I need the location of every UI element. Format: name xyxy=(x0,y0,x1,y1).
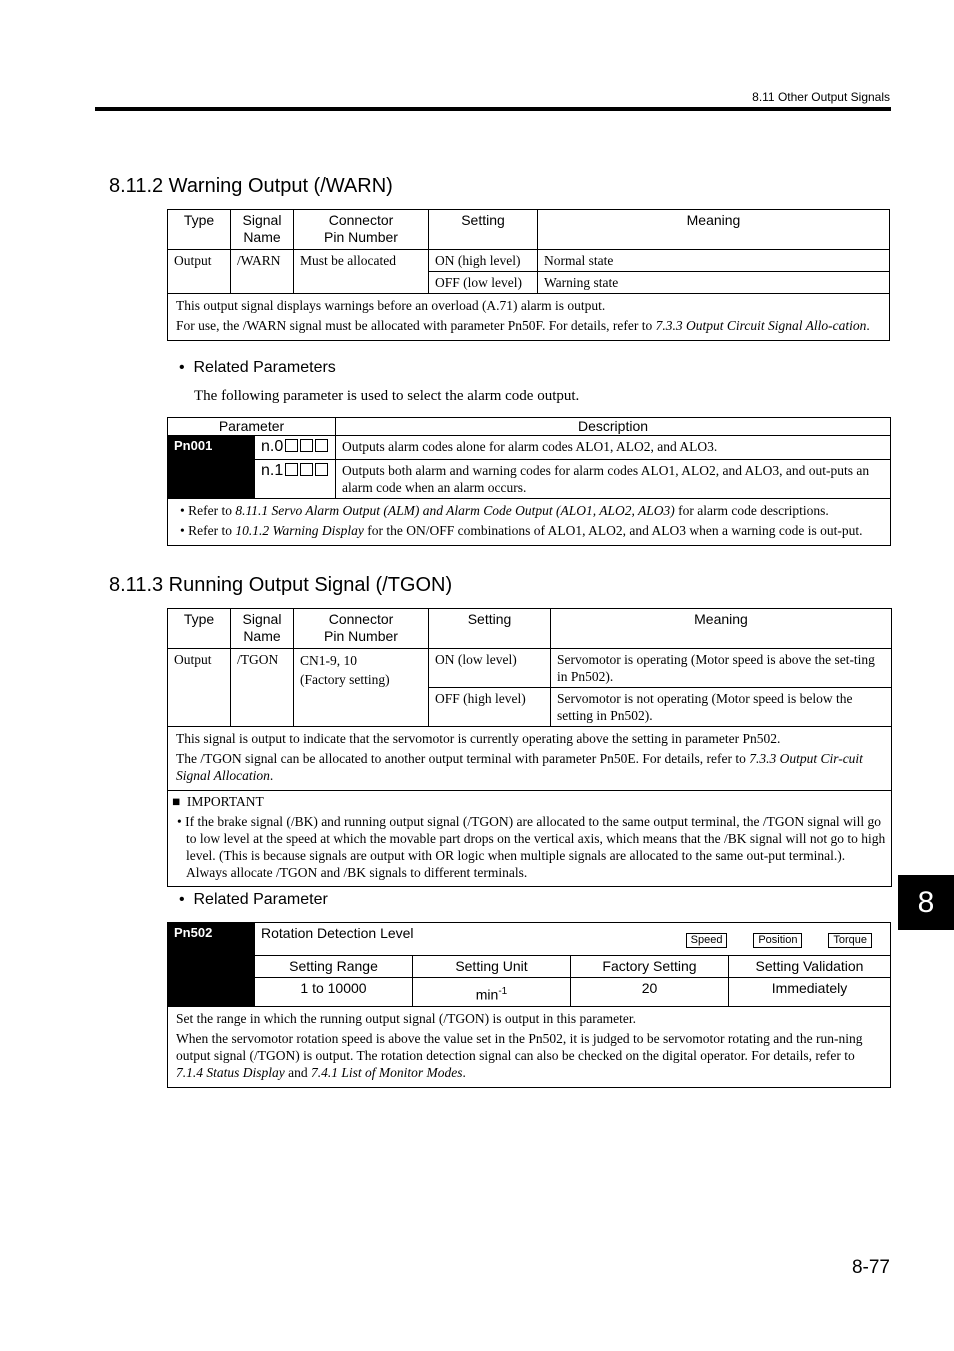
important-box xyxy=(168,791,892,887)
param-name-cell xyxy=(255,923,891,956)
col-meaning: Meaning xyxy=(551,609,892,649)
param-number: Pn001 xyxy=(168,436,255,499)
important-text: • If the brake signal (/BK) and running output signal (/TGON) are allocated to the same output terminal, the /TGON signal will go to low level at the speed at which the movable part drops on the vertical axis, which means that the /BK signal will not go to high level. (This is because signals are output with OR logic when multiple signals are allocated to the same out-put terminal.). Always allocate /TGON and /BK signals to different terminals. xyxy=(177,814,886,880)
setting-cell: ON (high level) xyxy=(429,250,538,272)
related-parameters-heading: • Related Parameters xyxy=(179,359,336,376)
param-description: Outputs alarm codes alone for alarm codes ALO1, ALO2, and ALO3. xyxy=(336,436,891,460)
col-setting: Setting xyxy=(429,609,551,649)
col-setting: Setting xyxy=(429,210,538,250)
pin-cell: Must be allocated xyxy=(294,250,429,294)
tgon-signal-table xyxy=(167,608,892,887)
type-cell: Output xyxy=(168,649,231,727)
param-description: Outputs both alarm and warning codes for alarm codes ALO1, ALO2, and ALO3, and out-puts an alarm code when an alarm occurs. xyxy=(336,460,891,499)
pn502-table xyxy=(167,922,891,1088)
reference-line: • Refer to 8.11.1 Servo Alarm Output (ALM) and Alarm Code Output (ALO1, ALO2, ALO3) for alarm code descriptions. xyxy=(180,503,829,518)
meaning-cell: Warning state xyxy=(538,272,890,294)
col-description: Description xyxy=(336,418,891,436)
setting-unit-value: $\min^{-1}$ xyxy=(413,978,571,1007)
reference-line: • Refer to 10.1.2 Warning Display for the ON/OFF combinations of ALO1, ALO2, and ALO3 when a warning code is out-put. xyxy=(180,523,863,538)
setting-cell: ON (low level) xyxy=(429,649,551,688)
intro-text: The following parameter is used to select the alarm code output. xyxy=(194,388,580,404)
cross-reference: 7.3.3 Output Cir-cuit Signal Allocation xyxy=(176,751,863,783)
warn-note xyxy=(168,294,890,341)
important-heading: ■ IMPORTANT xyxy=(172,794,264,809)
tgon-note xyxy=(168,727,892,791)
setting-cell: OFF (low level) xyxy=(429,272,538,294)
param-name: Rotation Detection Level xyxy=(261,925,414,941)
col-setting-unit: Setting Unit xyxy=(413,956,571,978)
position-tag: Position xyxy=(753,933,802,948)
setting-cell: OFF (high level) xyxy=(429,688,551,727)
related-parameter-heading: • Related Parameter xyxy=(179,891,328,908)
col-type: Type xyxy=(168,609,231,649)
param-code: n.1 xyxy=(255,460,336,499)
square-bullet-icon: ■ xyxy=(172,794,181,809)
note-line: This output signal displays warnings before an overload (A.71) alarm is output. xyxy=(176,298,606,313)
param-number: Pn502 xyxy=(168,923,255,1007)
signal-cell: /WARN xyxy=(231,250,294,294)
page-number: 8-77 xyxy=(851,1257,890,1278)
col-signal-name: Signal Name xyxy=(231,210,294,250)
note-line: This signal is output to indicate that the servomotor is currently operating above the setting in parameter Pn502. xyxy=(176,731,781,746)
chapter-tab: 8 xyxy=(898,875,954,930)
type-cell: Output xyxy=(168,250,231,294)
col-factory-setting: Factory Setting xyxy=(571,956,729,978)
section-title-warn: 8.11.2 Warning Output (/WARN) xyxy=(109,175,393,197)
speed-tag: Speed xyxy=(686,933,728,948)
col-setting-range: Setting Range xyxy=(255,956,413,978)
col-meaning: Meaning xyxy=(538,210,890,250)
meaning-cell: Servomotor is not operating (Motor speed is below the setting in Pn502). xyxy=(551,688,892,727)
section-title-tgon: 8.11.3 Running Output Signal (/TGON) xyxy=(109,574,453,596)
col-signal-name: Signal Name xyxy=(231,609,294,649)
setting-range-value: 1 to 10000 xyxy=(255,978,413,1007)
pin-cell: CN1-9, 10 (Factory setting) xyxy=(294,649,429,727)
note-line: The /TGON signal can be allocated to another output terminal with parameter Pn50E. For details, refer to 7.3.3 Output Cir-cuit Signal Allocation. xyxy=(176,751,863,783)
param-code: n.0 xyxy=(255,436,336,460)
meaning-cell: Servomotor is operating (Motor speed is above the set-ting in Pn502). xyxy=(551,649,892,688)
signal-cell: /TGON xyxy=(231,649,294,727)
desc-line: When the servomotor rotation speed is above the value set in the Pn502, it is judged to be servomotor rotating and the run-ning output signal (/TGON) is output. The rotation detection signal can also be checked on the digital operator. For details, refer to 7.1.4 Status Display and 7.4.1 List of Monitor Modes. xyxy=(176,1030,863,1080)
running-header: 8.11 Other Output Signals xyxy=(752,90,890,104)
desc-line: Set the range in which the running output signal (/TGON) is output in this parameter. xyxy=(176,1010,637,1026)
pn502-description xyxy=(168,1006,891,1087)
col-type: Type xyxy=(168,210,231,250)
col-connector-pin: Connector Pin Number xyxy=(294,609,429,649)
note-line: For use, the /WARN signal must be allocated with parameter Pn50F. For details, refer to 7.3.3 Output Circuit Signal Allo-cation. xyxy=(176,318,870,333)
setting-validation-value: Immediately xyxy=(729,978,891,1007)
col-parameter: Parameter xyxy=(168,418,336,436)
pn001-table xyxy=(167,417,891,546)
warn-signal-table xyxy=(167,209,890,341)
col-setting-validation: Setting Validation xyxy=(729,956,891,978)
header-rule xyxy=(95,107,891,111)
torque-tag: Torque xyxy=(828,933,872,948)
pn001-references xyxy=(168,499,891,546)
col-connector-pin: Connector Pin Number xyxy=(294,210,429,250)
cross-reference: 7.3.3 Output Circuit Signal Allo-cation xyxy=(655,318,867,333)
meaning-cell: Normal state xyxy=(538,250,890,272)
factory-setting-value: 20 xyxy=(571,978,729,1007)
